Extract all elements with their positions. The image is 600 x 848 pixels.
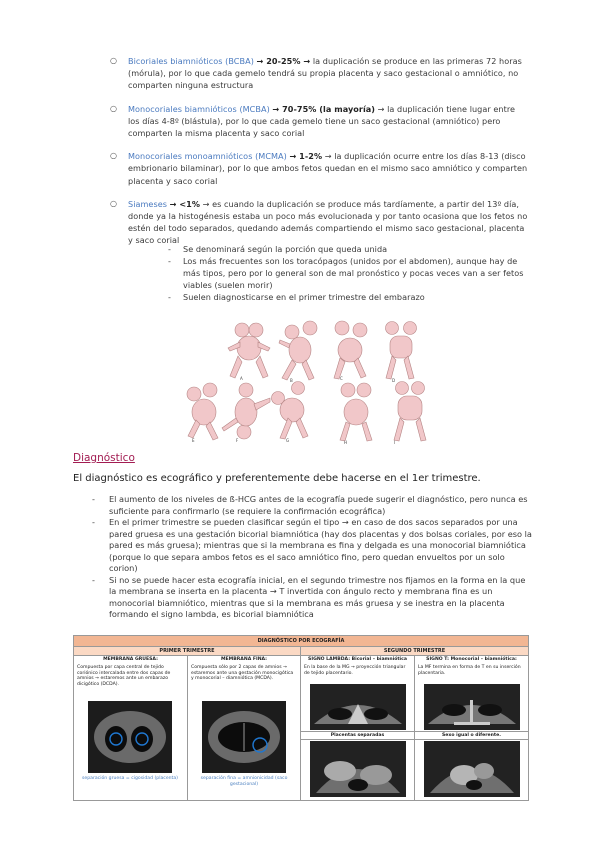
subheader-sexo: Sexo igual o diferente. <box>415 731 528 740</box>
diagnostico-list <box>92 494 532 621</box>
circle-bullet-icon: ○ <box>110 103 118 113</box>
table-title: DIAGNÓSTICO POR ECOGRAFÍA <box>74 636 528 646</box>
table-section-first: PRIMER TRIMESTRE <box>74 646 300 656</box>
header-signo-lambda: SIGNO LAMBDA: Bicorial – biamniótica <box>301 655 414 664</box>
figure-label: D <box>392 378 396 383</box>
list-item: ○ Monocoriales monoamnióticos (MCMA) → 1-2% → la duplicación ocurre entre los días 8-13 (disco embrionario bilaminar), por lo que ambos fetos quedan en el mismo saco amniótico y comparten placenta y saco corial <box>110 151 528 186</box>
list-item: - Suelen diagnosticarse en el primer trimestre del embarazo <box>168 291 528 303</box>
table-section-second: SEGUNDO TRIMESTRE <box>301 646 528 656</box>
list-item: - Se denominará según la porción que queda unida <box>168 243 528 255</box>
twins-figure-a <box>228 323 270 378</box>
siameses-sublist <box>168 243 528 303</box>
list-item: - Los más frecuentes son los toracópagos (unidos por el abdomen), aunque hay de más tipos, pero por lo general son de mal pronóstico y pocas veces van a ser fetos viables (suelen morir) <box>168 255 528 291</box>
header-membrana-gruesa: MEMBRANA GRUESA: <box>74 655 187 664</box>
list-item: - En el primer trimestre se pueden clasificar según el tipo → en caso de dos sacos separados por una pared gruesa es una gestación bicorial biamniótica (hay dos placentas y dos bolsas coriales, por eso la pared es más gruesa); mientras que si la membrana es fina y delgada es una monocorial biamniótica (porque lo que separa ambos fetos es el saco amniótico fino, pero quedan envueltos por un solo corion) <box>92 517 532 575</box>
conjoined-twins-figure <box>180 318 440 446</box>
caption-gruesa: separación gruesa = cigosidad (placenta) <box>82 776 178 781</box>
circle-bullet-icon: ○ <box>110 151 118 161</box>
figure-label: I <box>394 440 396 445</box>
cell-text: En la base de la MG → proyección triangular de tejido placentario. <box>304 665 406 676</box>
ultrasound-image <box>310 684 406 730</box>
ultrasound-image <box>310 741 406 797</box>
twin-types-list <box>110 55 528 314</box>
figure-label: B <box>290 378 293 383</box>
diagnostico-intro: El diagnóstico es ecográfico y preferentemente debe hacerse en el 1er trimestre. <box>73 473 481 484</box>
twins-figure-f <box>222 383 270 439</box>
figure-label: G <box>286 438 290 443</box>
figure-label: E <box>192 438 195 443</box>
figure-label: A <box>240 376 243 381</box>
list-item: ○ Bicoriales biamnióticos (BCBA) → 20-25% → la duplicación se produce en las primeras 72 horas (mórula), por lo que cada gemelo tendrá su propia placenta y saco gestacional o amniótico, no comparten ninguna estructura <box>110 56 522 91</box>
ultrasound-image <box>424 741 520 797</box>
twins-figure-h <box>340 383 372 441</box>
twins-figure-e <box>187 383 218 440</box>
header-membrana-fina: MEMBRANA FINA: <box>188 655 300 664</box>
ultrasound-image <box>88 701 172 773</box>
caption-fina: separación fina = amnionicidad (saco gestacional) <box>200 776 288 787</box>
header-signo-t: SIGNO T: Monocorial – biamniótica: <box>415 655 528 664</box>
list-item: ○ Siameses → <1% → es cuando la duplicación se produce más tardíamente, a partir del 13º día, donde ya la histogénesis estaba un poco más evolucionada y por tanto ocasiona que los fetos no estén del todo separados, quedando además compartiendo el mismo saco gestacional, placenta y saco corial - Se denominará según la porción que queda unida - Los más frecuentes son los toracópagos (unidos por el abdomen), aunque hay de más tipos, pero por lo general son de mal pronóstico y pocas veces van a ser fetos viables (suelen morir) - Suelen diagnosticarse en el primer trimestre del embarazo <box>128 198 528 303</box>
cell-text: La MF termina en forma de T en su inserción placentaria. <box>418 665 521 676</box>
cell-text: Compuesta por capa central de tejido coriónico intercalada entre dos capas de amnios → estaremos ante un embarazo dicigótico (DCDA). <box>77 665 171 687</box>
diagnostico-heading: Diagnóstico <box>73 452 135 464</box>
ecografia-table <box>73 635 529 801</box>
list-item: - El aumento de los niveles de ß-HCG antes de la ecografía puede sugerir el diagnóstico, pero nunca es suficiente para confirmarlo (se requiere la confirmación ecográfica) <box>92 494 532 517</box>
twins-figure-g <box>272 382 309 440</box>
table-divider <box>300 646 301 800</box>
twins-figure-c <box>334 321 367 379</box>
twins-figure-i <box>394 382 426 442</box>
figure-label: H <box>344 440 348 445</box>
figure-label: C <box>340 376 343 381</box>
table-divider <box>187 655 188 800</box>
subheader-placentas-separadas: Placentas separadas <box>301 731 414 740</box>
circle-bullet-icon: ○ <box>110 198 118 208</box>
twins-figure-d <box>386 322 417 380</box>
ultrasound-image <box>424 684 520 730</box>
twins-figure-b <box>279 321 317 380</box>
ultrasound-image <box>202 701 286 773</box>
list-item: ○ Monocoriales biamnióticos (MCBA) → 70-75% (la mayoría) → la duplicación tiene lugar entre los días 4-8º (blástula), por lo que cada gemelo tiene un saco gestacional (amniótico) pero comparten la misma placenta y saco corial <box>110 103 516 139</box>
cell-text: Compuesta sólo por 2 capas de amnios → estaremos ante una gestación monocigótica y monocorial – diamniótica (MCDA). <box>191 665 294 682</box>
list-item: - Si no se puede hacer esta ecografía inicial, en el segundo trimestre nos fijamos en la forma en la que la membrana se inserta en la placenta → T invertida con ángulo recto y membrana fina es un monocorial biamniótico, mientras que si la membrana es más gruesa y se inestra en la placenta formando el signo lambda, es bicorial biamniótica <box>92 575 532 621</box>
circle-bullet-icon: ○ <box>110 56 118 65</box>
table-divider <box>414 655 415 800</box>
figure-label: F <box>236 438 239 443</box>
